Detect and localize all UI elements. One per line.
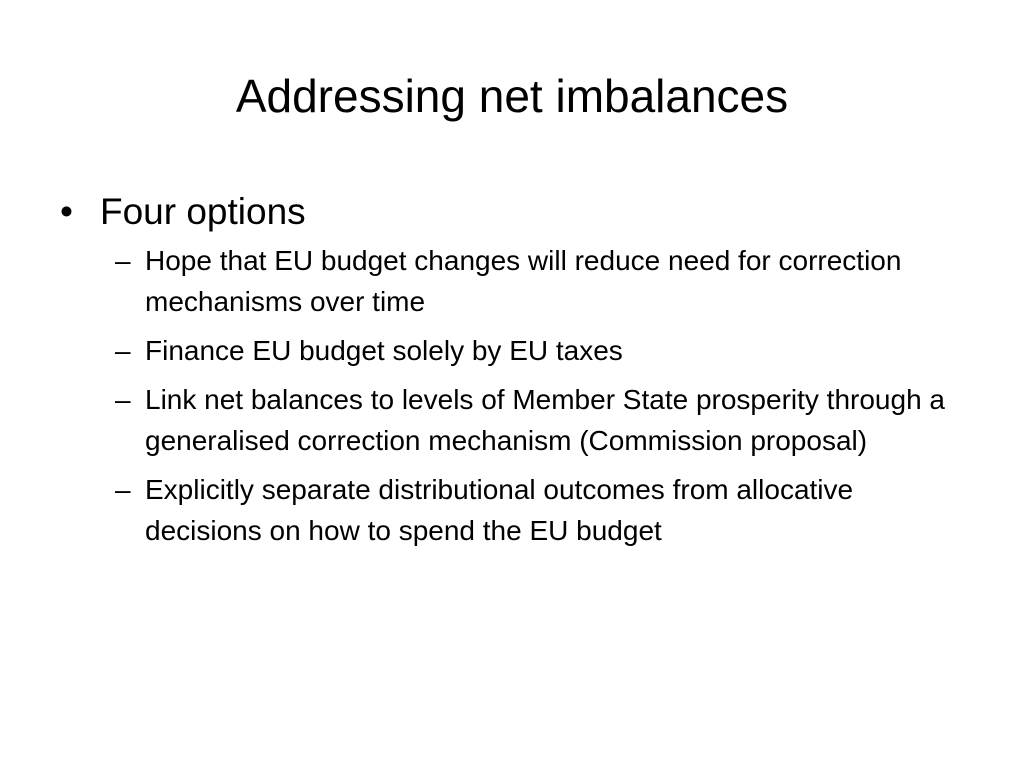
sub-bullet-item: [60, 379, 960, 461]
sub-bullet-text: Link net balances to levels of Member State prosperity through a generalised correction mechanism (Commission proposal): [145, 384, 945, 456]
slide-content: [60, 188, 960, 559]
bullet-item: [60, 188, 960, 236]
sub-bullet-text: Explicitly separate distributional outcomes from allocative decisions on how to spend the EU budget: [145, 474, 854, 546]
sub-bullet-item: [60, 330, 960, 371]
sub-bullet-item: [60, 240, 960, 322]
sub-bullet-text: Hope that EU budget changes will reduce need for correction mechanisms over time: [145, 245, 902, 317]
dash-marker: –: [115, 335, 131, 366]
bullet-text: Four options: [100, 191, 306, 232]
sub-bullet-text: Finance EU budget solely by EU taxes: [145, 335, 623, 366]
sub-bullet-item: [60, 469, 960, 551]
bullet-marker: •: [60, 191, 73, 232]
dash-marker: –: [115, 474, 131, 505]
dash-marker: –: [115, 245, 131, 276]
sub-bullet-list: [60, 240, 960, 551]
dash-marker: –: [115, 384, 131, 415]
slide-title: Addressing net imbalances: [235, 70, 789, 122]
